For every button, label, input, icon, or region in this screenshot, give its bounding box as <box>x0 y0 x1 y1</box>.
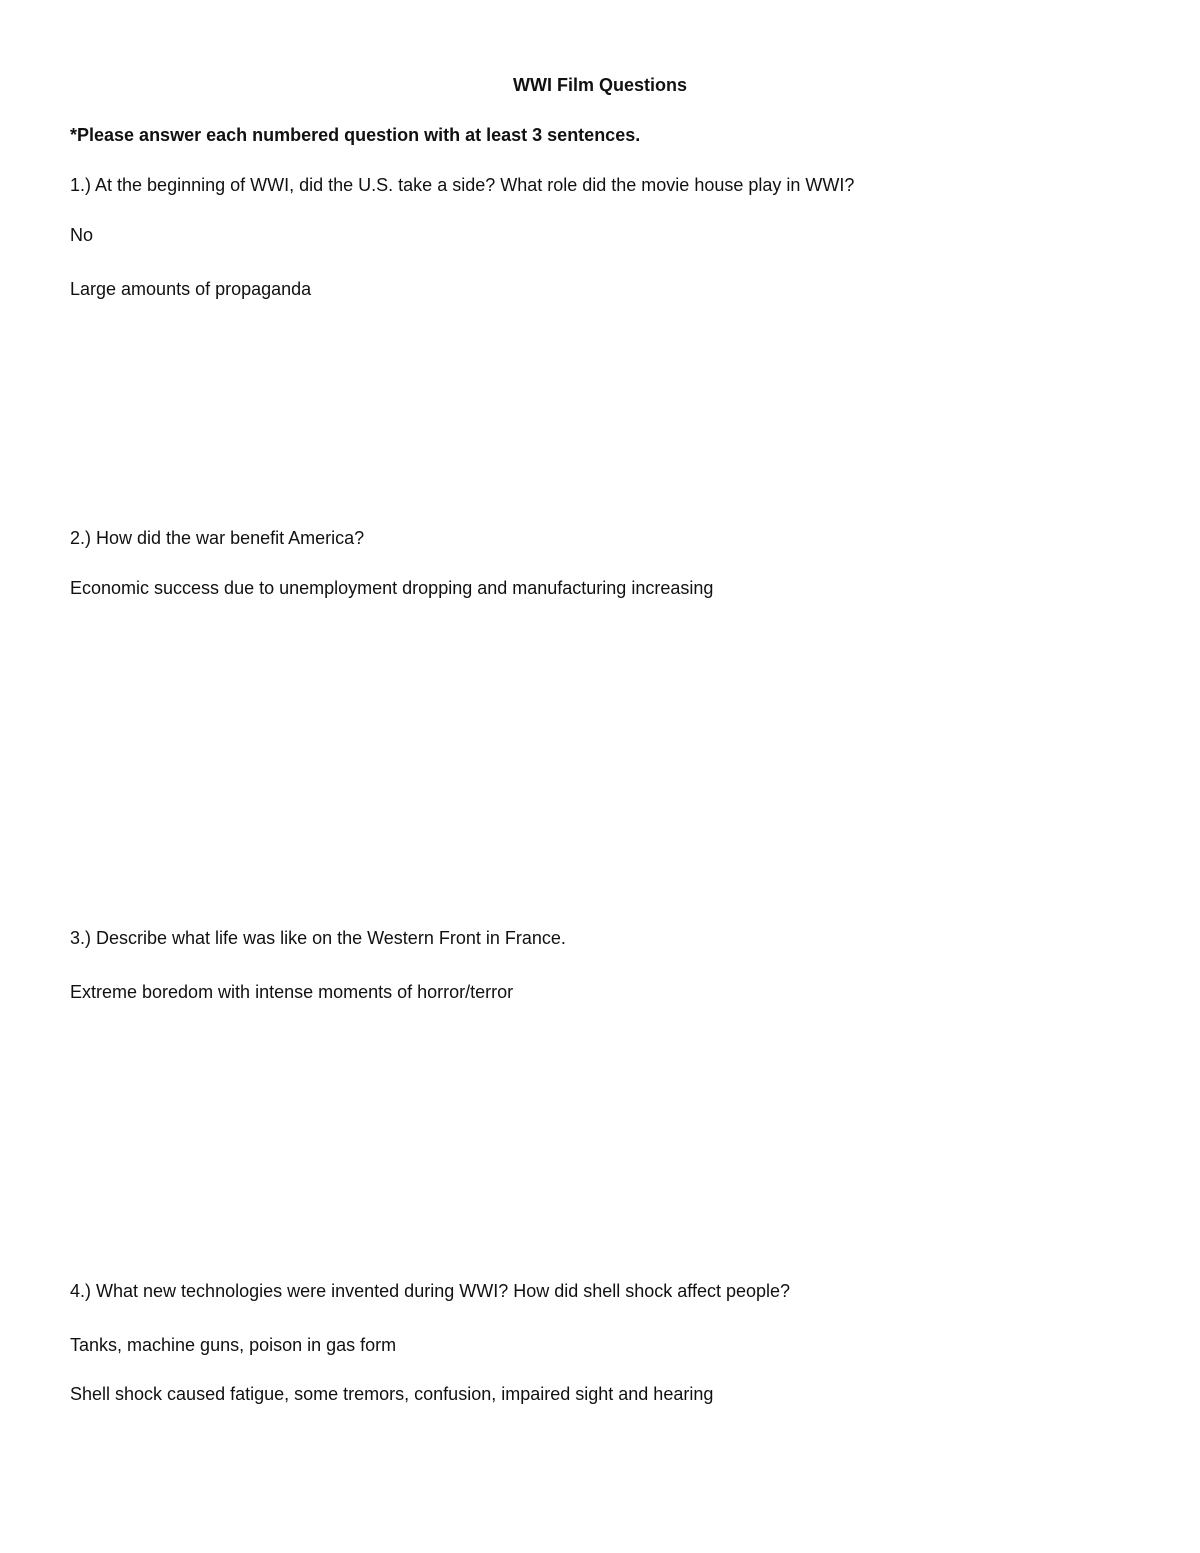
page-title: WWI Film Questions <box>513 75 687 95</box>
question-2: 2.) How did the war benefit America? <box>70 528 365 548</box>
answer-3a: Extreme boredom with intense moments of horror/terror <box>70 982 514 1002</box>
answer-4a: Tanks, machine guns, poison in gas form <box>70 1335 397 1355</box>
answer-4b: Shell shock caused fatigue, some tremors, confusion, impaired sight and hearing <box>70 1384 714 1404</box>
instructions: *Please answer each numbered question with at least 3 sentences. <box>70 125 641 145</box>
question-3: 3.) Describe what life was like on the Western Front in France. <box>70 928 566 948</box>
question-4: 4.) What new technologies were invented during WWI? How did shell shock affect people? <box>70 1281 791 1301</box>
question-1: 1.) At the beginning of WWI, did the U.S. take a side? What role did the movie house play in WWI? <box>70 175 855 195</box>
answer-1b: Large amounts of propaganda <box>70 279 312 299</box>
answer-1a: No <box>70 225 94 245</box>
answer-2a: Economic success due to unemployment dropping and manufacturing increasing <box>70 578 714 598</box>
